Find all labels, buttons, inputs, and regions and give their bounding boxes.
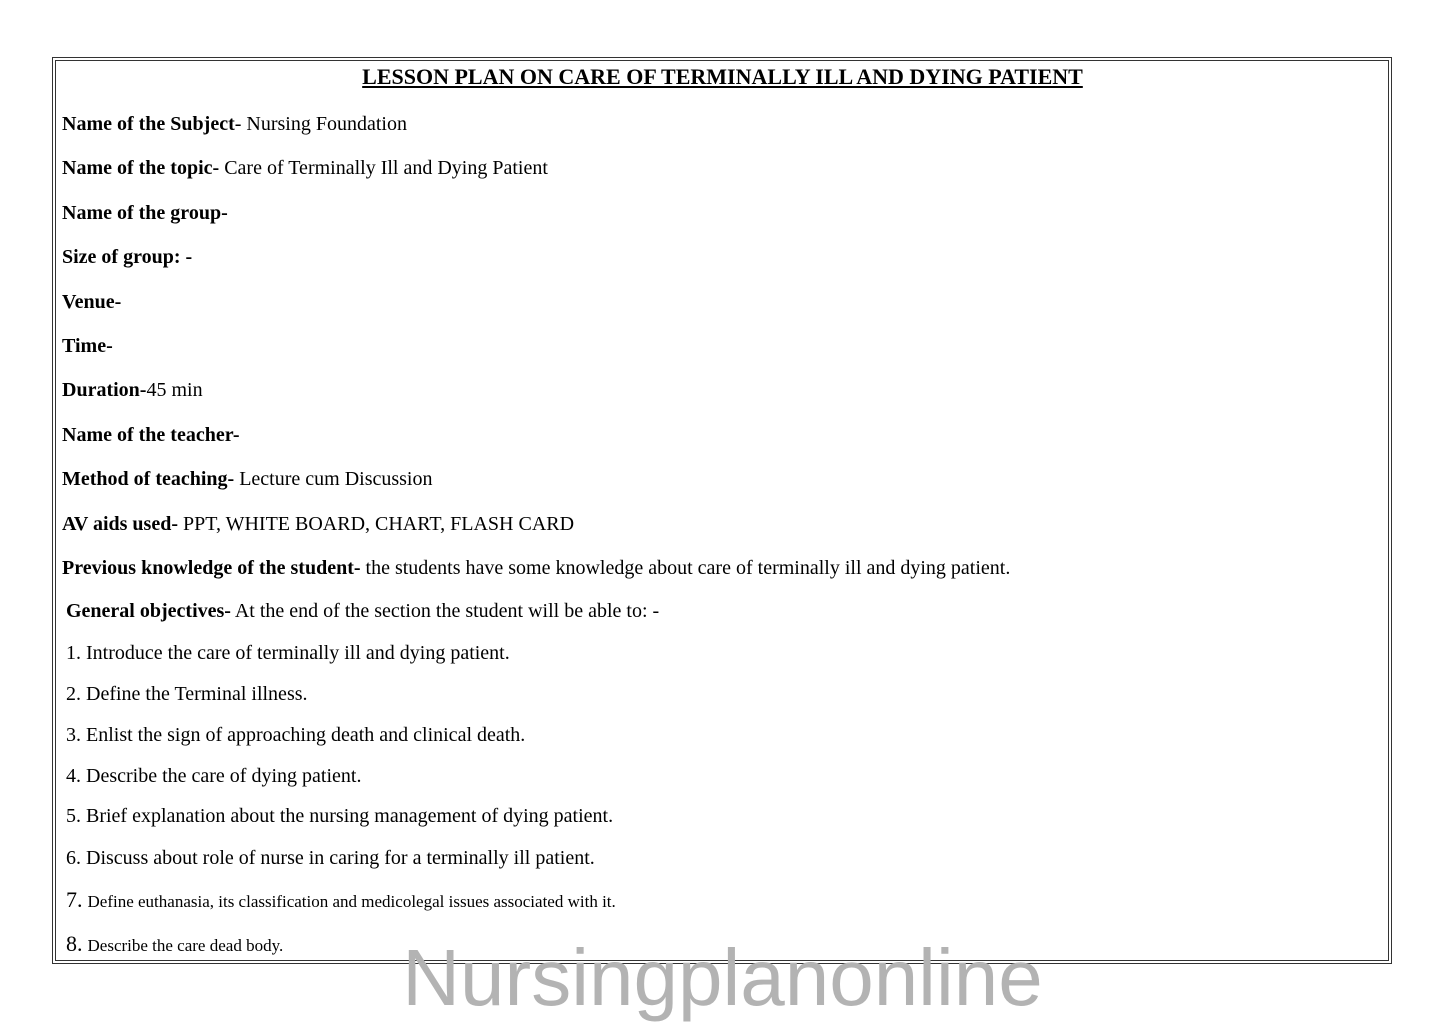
field-value: - Nursing Foundation [234, 113, 407, 135]
document-title: LESSON PLAN ON CARE OF TERMINALLY ILL AND DYING PATIENT [362, 64, 1083, 89]
objective-item [66, 682, 308, 706]
objective-text: Describe the care of dying patient. [86, 765, 362, 787]
field-label: Time- [62, 335, 113, 357]
objective-number: 2. [66, 683, 81, 705]
objective-item [66, 723, 525, 747]
objective-number: 4. [66, 765, 81, 787]
field-av-aids [62, 512, 574, 536]
general-objectives-heading [66, 599, 659, 623]
field-label: Name of the Subject [62, 113, 235, 135]
field-duration [62, 378, 203, 402]
field-value: Care of Terminally Ill and Dying Patient [219, 157, 548, 179]
field-value: the students have some knowledge about care of terminally ill and dying patient. [360, 557, 1011, 579]
objective-text: Describe the care dead body. [87, 936, 284, 955]
field-label: Duration- [62, 379, 147, 401]
field-topic [62, 156, 548, 180]
objective-item [66, 764, 361, 788]
field-previous-knowledge [62, 556, 1010, 580]
field-label: Venue- [62, 291, 122, 313]
objective-number: 1. [66, 642, 81, 664]
objective-text: Introduce the care of terminally ill and dying patient. [86, 642, 510, 664]
field-group [62, 201, 228, 225]
field-value: 45 min [146, 379, 203, 401]
objective-number: 5. [66, 805, 81, 827]
field-label: Name of the topic- [62, 157, 220, 179]
field-method [62, 467, 432, 491]
field-label: Name of the teacher- [62, 424, 240, 446]
watermark: Nursingplanonline [402, 933, 1043, 1022]
field-time [62, 334, 113, 358]
objective-number: 7. [66, 887, 83, 912]
field-value: PPT, WHITE BOARD, CHART, FLASH CARD [177, 513, 575, 535]
objectives-intro: At the end of the section the student will be able to: - [230, 600, 660, 622]
field-label: Method of teaching- [62, 468, 235, 490]
objective-item [66, 641, 510, 665]
field-teacher [62, 423, 240, 447]
field-label: Name of the group- [62, 202, 228, 224]
objective-number: 6. [66, 847, 81, 869]
field-group-size [62, 245, 192, 269]
objectives-label: General objectives- [66, 600, 231, 622]
objective-text: Brief explanation about the nursing management of dying patient. [86, 805, 614, 827]
objective-number: 8. [66, 931, 83, 956]
objective-item [66, 888, 616, 914]
objective-text: Define the Terminal illness. [86, 683, 308, 705]
objective-item [66, 804, 613, 828]
field-venue [62, 290, 121, 314]
field-label: AV aids used- [62, 513, 178, 535]
objective-number: 3. [66, 724, 81, 746]
field-subject [62, 112, 407, 136]
objective-text: Enlist the sign of approaching death and clinical death. [86, 724, 526, 746]
objective-text: Discuss about role of nurse in caring for a terminally ill patient. [86, 847, 595, 869]
field-label: Size of group: - [62, 246, 193, 268]
objective-text: Define euthanasia, its classification and medicolegal issues associated with it. [87, 892, 616, 911]
field-value: Lecture cum Discussion [234, 468, 433, 490]
field-label: Previous knowledge of the student- [62, 557, 361, 579]
objective-item [66, 846, 595, 870]
